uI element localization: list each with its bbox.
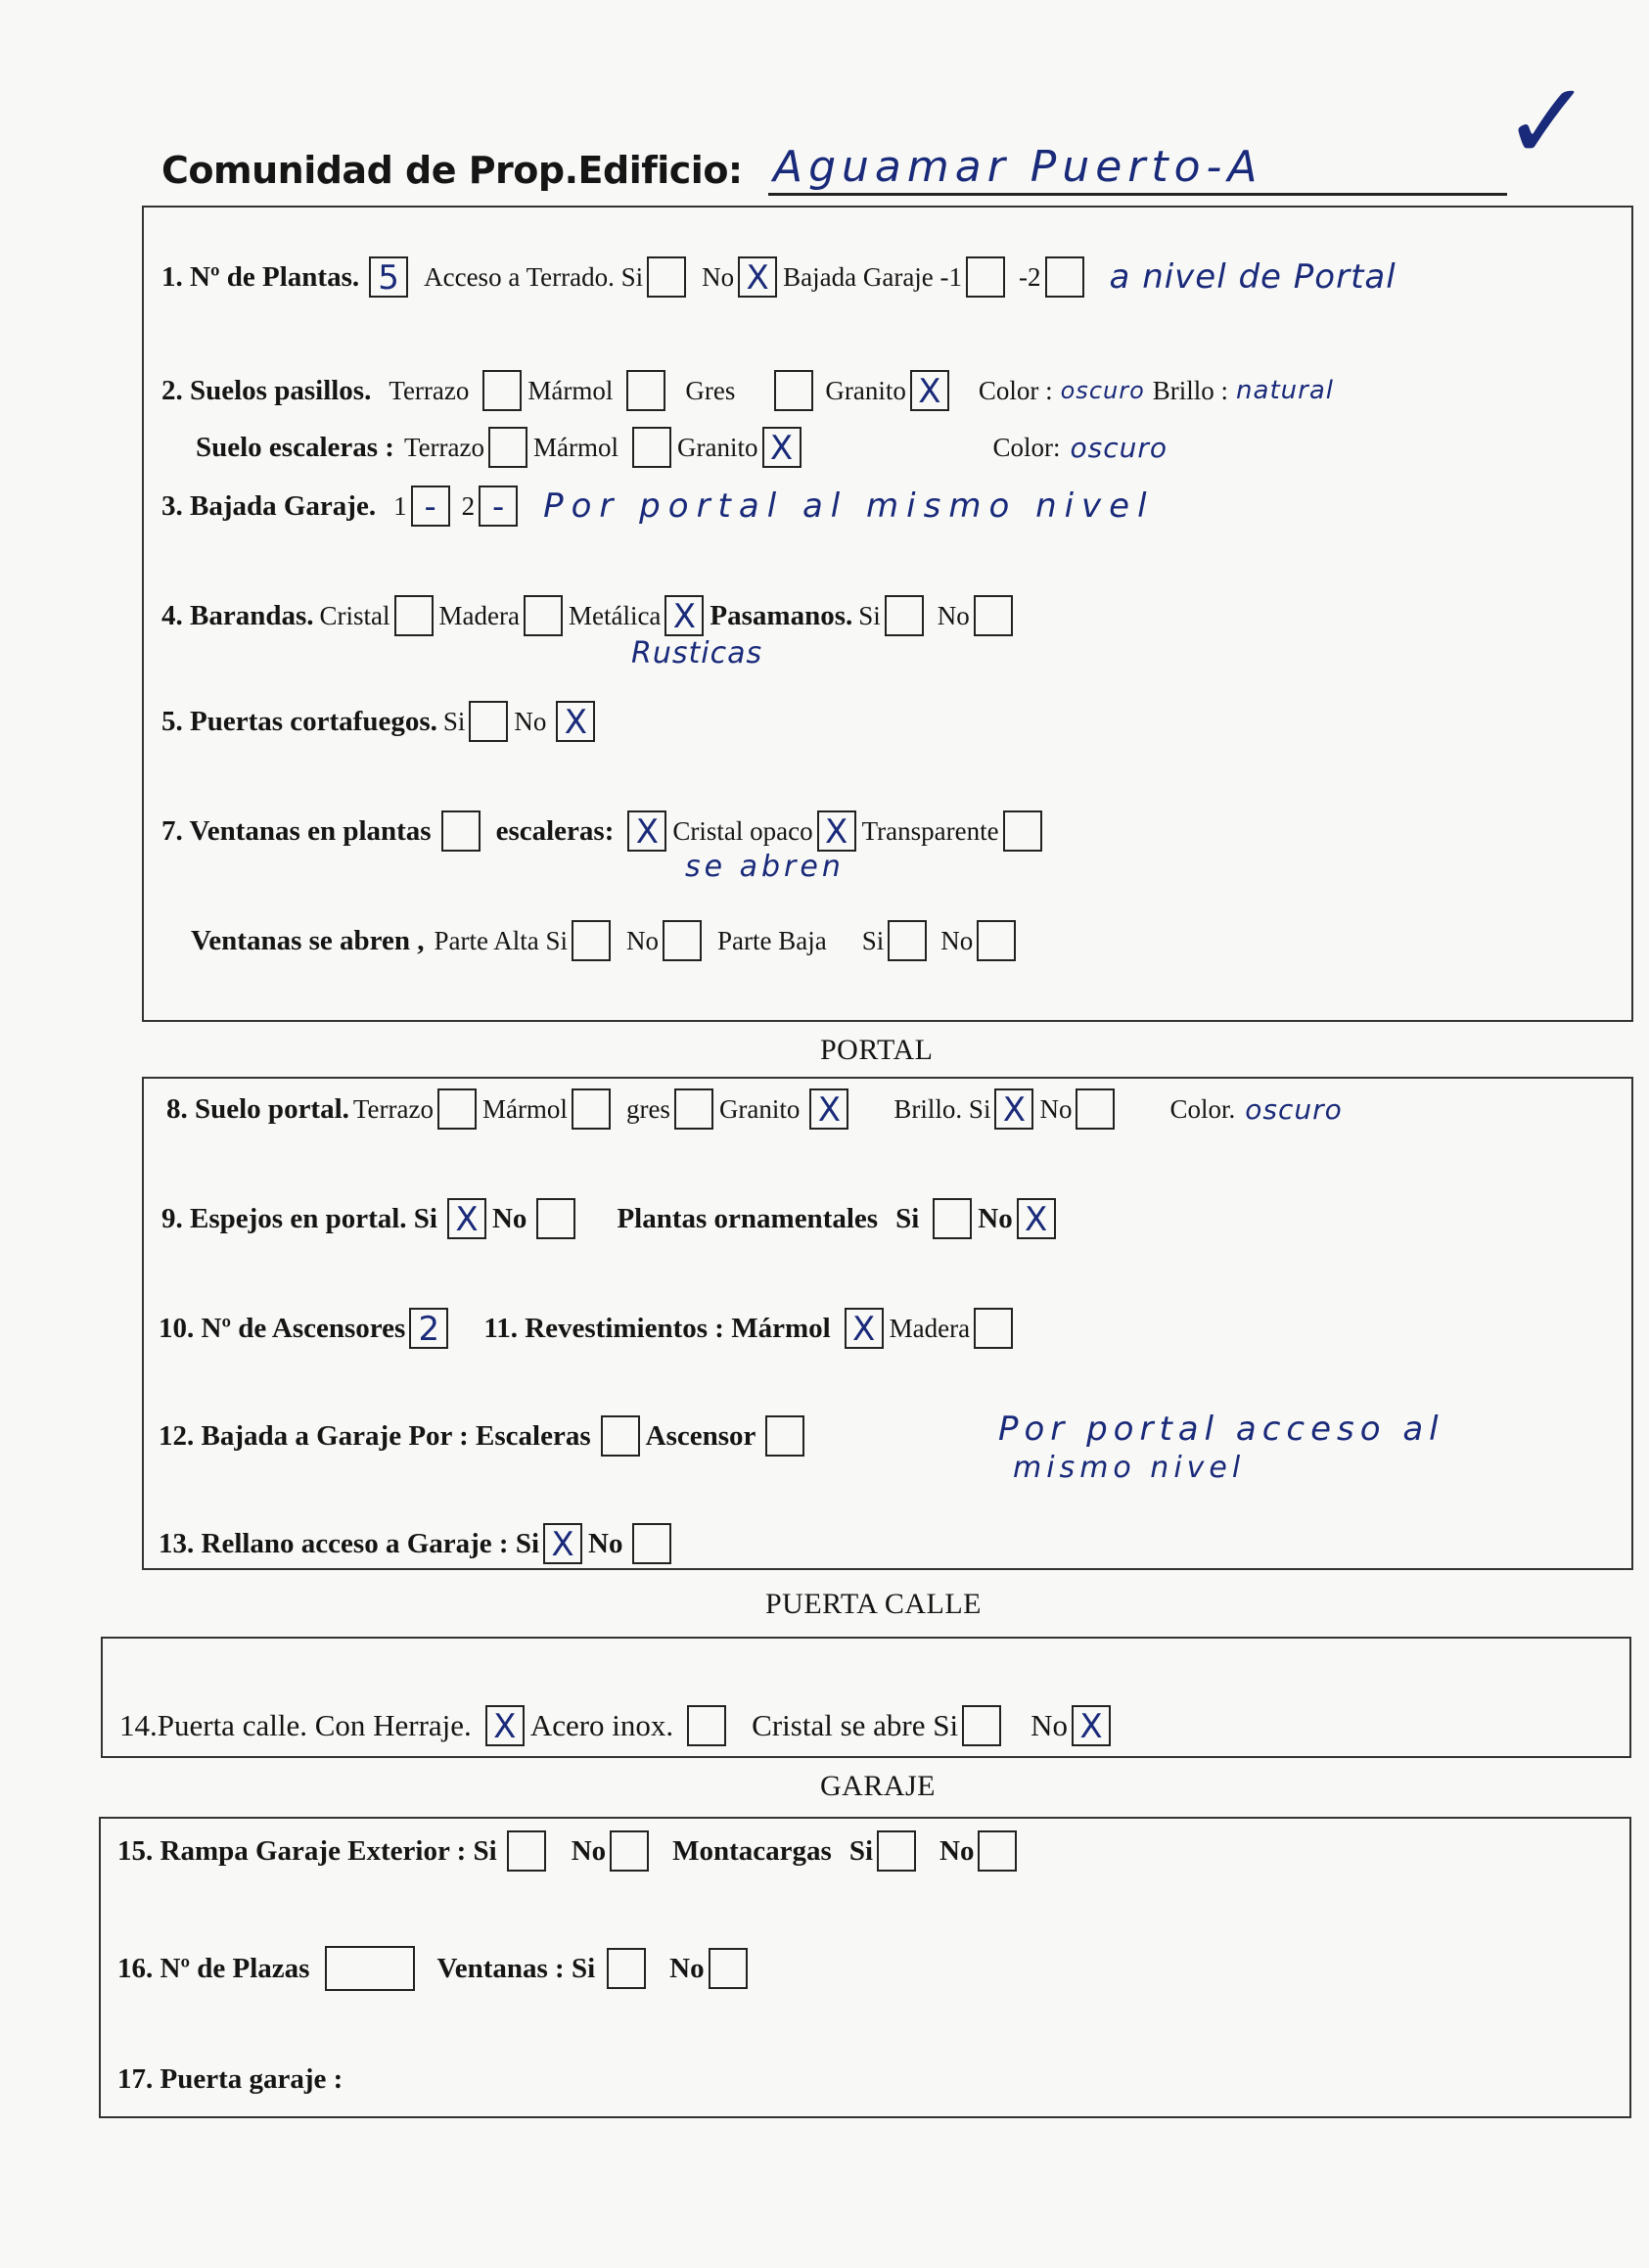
cortafuegos-no-label: No bbox=[514, 706, 547, 736]
edificio-underline bbox=[768, 193, 1507, 196]
parte-baja-no-label: No bbox=[940, 925, 974, 955]
portal-terrazo-label: Terrazo bbox=[352, 1093, 434, 1124]
bajada-ascensor-label: Ascensor bbox=[645, 1419, 756, 1452]
section-title-garaje: GARAJE bbox=[820, 1770, 937, 1802]
parte-alta-no-label: No bbox=[626, 925, 659, 955]
montacargas-si-label: Si bbox=[848, 1834, 874, 1867]
cristal-abre-label: Cristal se abre Si bbox=[752, 1708, 959, 1742]
rellano-no-checkbox[interactable] bbox=[632, 1523, 671, 1564]
pasillos-brillo-label: Brillo : bbox=[1152, 375, 1229, 405]
cortafuegos-si-label: Si bbox=[442, 706, 466, 736]
ventanas-escaleras-checkbox[interactable]: X bbox=[627, 810, 666, 852]
escaleras-granito-label: Granito bbox=[677, 432, 758, 462]
cortafuegos-no-checkbox[interactable]: X bbox=[556, 701, 595, 742]
bajada-garaje-m1-checkbox[interactable] bbox=[966, 256, 1005, 298]
portal-gres-label: gres bbox=[625, 1093, 670, 1124]
q13-label: 13. Rellano acceso a Garaje : Si bbox=[159, 1527, 540, 1559]
portal-granito-checkbox[interactable]: X bbox=[809, 1088, 848, 1130]
q11-label: 11. Revestimientos : Mármol bbox=[483, 1312, 831, 1344]
q1-label: 1. Nº de Plantas. bbox=[161, 260, 360, 293]
form-title: Comunidad de Prop.Edificio: bbox=[161, 149, 743, 192]
cristal-abre-no-checkbox[interactable]: X bbox=[1072, 1705, 1111, 1746]
espejos-no-checkbox[interactable] bbox=[536, 1198, 575, 1239]
ventanas-abren-label: Ventanas se abren , bbox=[191, 924, 425, 956]
parte-alta-si-checkbox[interactable] bbox=[572, 920, 611, 961]
q1-handwritten-note: a nivel de Portal bbox=[1109, 257, 1397, 297]
q15-row bbox=[117, 1830, 1023, 1872]
plantas-count-field[interactable]: 5 bbox=[369, 256, 408, 298]
bajada-1-label: 1 bbox=[393, 490, 407, 521]
transparente-checkbox[interactable] bbox=[1003, 810, 1042, 852]
portal-color-value[interactable]: oscuro bbox=[1245, 1092, 1343, 1126]
q7-handwritten-note: se abren bbox=[685, 850, 845, 884]
bajada-1-checkbox[interactable]: - bbox=[411, 486, 450, 527]
ventanas-plantas-checkbox[interactable] bbox=[441, 810, 481, 852]
q12-label: 12. Bajada a Garaje Por : Escaleras bbox=[159, 1419, 591, 1452]
plantas-ornamentales-label: Plantas ornamentales bbox=[617, 1202, 879, 1234]
pasillos-granito-checkbox[interactable]: X bbox=[910, 370, 949, 411]
espejos-si-checkbox[interactable]: X bbox=[447, 1198, 486, 1239]
bajada-ascensor-checkbox[interactable] bbox=[765, 1415, 804, 1457]
ascensores-count-field[interactable]: 2 bbox=[409, 1308, 448, 1349]
parte-baja-si-checkbox[interactable] bbox=[888, 920, 927, 961]
espejos-no-label: No bbox=[491, 1202, 527, 1234]
q12-handwritten-note-line1: Por portal acceso al bbox=[998, 1410, 1444, 1449]
cristal-abre-si-checkbox[interactable] bbox=[962, 1705, 1001, 1746]
q15-label: 15. Rampa Garaje Exterior : Si bbox=[117, 1834, 497, 1867]
parte-baja-no-checkbox[interactable] bbox=[977, 920, 1016, 961]
portal-brillo-no-label: No bbox=[1039, 1093, 1073, 1124]
barandas-cristal-label: Cristal bbox=[319, 600, 390, 630]
q5-row bbox=[161, 701, 601, 742]
parte-alta-label: Parte Alta Si bbox=[434, 925, 568, 955]
rellano-si-checkbox[interactable]: X bbox=[543, 1523, 582, 1564]
escaleras-color-label: Color: bbox=[992, 432, 1061, 462]
q13-row bbox=[159, 1523, 677, 1564]
herraje-checkbox[interactable]: X bbox=[485, 1705, 525, 1746]
pasamanos-label: Pasamanos. bbox=[710, 599, 853, 631]
q4-handwritten-note: Rusticas bbox=[631, 636, 763, 671]
q7-row bbox=[161, 810, 1048, 852]
q3-handwritten-note: Por portal al mismo nivel bbox=[543, 486, 1155, 526]
portal-brillo-label: Brillo. Si bbox=[893, 1093, 991, 1124]
q14-label: 14.Puerta calle. Con Herraje. bbox=[119, 1708, 472, 1742]
barandas-madera-checkbox[interactable] bbox=[524, 595, 563, 636]
parte-baja-label: Parte Baja bbox=[717, 925, 827, 955]
ventanas-abren-row bbox=[191, 920, 1022, 961]
revestimiento-marmol-checkbox[interactable]: X bbox=[845, 1308, 884, 1349]
q16-row bbox=[117, 1946, 754, 1991]
plazas-count-field[interactable] bbox=[325, 1946, 415, 1991]
suelo-escaleras-label: Suelo escaleras : bbox=[196, 431, 394, 463]
bajada-2-label: 2 bbox=[461, 490, 476, 521]
rampa-no-checkbox[interactable] bbox=[610, 1830, 649, 1872]
pasillos-color-label: Color : bbox=[978, 375, 1053, 405]
bajada-2-checkbox[interactable]: - bbox=[479, 486, 518, 527]
q12-handwritten-note-line2: mismo nivel bbox=[1013, 1451, 1246, 1485]
q2-escaleras-row bbox=[196, 427, 1168, 468]
revestimiento-madera-label: Madera bbox=[889, 1313, 971, 1343]
rellano-no-label: No bbox=[588, 1527, 623, 1559]
bajada-garaje-m2-label: -2 bbox=[1019, 261, 1041, 292]
plantas-si-checkbox[interactable] bbox=[933, 1198, 972, 1239]
q17-label: 17. Puerta garaje : bbox=[117, 2063, 344, 2095]
q14-row bbox=[119, 1705, 1117, 1746]
portal-brillo-si-checkbox[interactable]: X bbox=[994, 1088, 1033, 1130]
montacargas-label: Montacargas bbox=[672, 1834, 832, 1867]
q7-label: 7. Ventanas en plantas bbox=[161, 814, 432, 847]
transparente-label: Transparente bbox=[861, 815, 999, 846]
parte-alta-no-checkbox[interactable] bbox=[663, 920, 702, 961]
ventanas-garaje-label: Ventanas : Si bbox=[436, 1952, 596, 1984]
cristal-opaco-checkbox[interactable]: X bbox=[817, 810, 856, 852]
escaleras-label: escaleras: bbox=[495, 814, 615, 847]
q9-row bbox=[161, 1198, 1062, 1239]
bajada-garaje-label: Bajada Garaje -1 bbox=[783, 261, 963, 292]
q4-label: 4. Barandas. bbox=[161, 599, 314, 631]
escaleras-terrazo-label: Terrazo bbox=[403, 432, 485, 462]
portal-marmol-checkbox[interactable] bbox=[572, 1088, 611, 1130]
acceso-terrado-label: Acceso a Terrado. Si bbox=[424, 261, 644, 292]
montacargas-no-label: No bbox=[939, 1834, 975, 1867]
escaleras-color-value[interactable]: oscuro bbox=[1070, 431, 1168, 464]
barandas-metalica-checkbox[interactable]: X bbox=[664, 595, 704, 636]
pasillos-gres-checkbox[interactable] bbox=[774, 370, 813, 411]
q2-row bbox=[161, 370, 1334, 411]
review-check-icon: ✓ bbox=[1502, 59, 1593, 184]
parte-baja-si-label: Si bbox=[861, 925, 885, 955]
escaleras-marmol-checkbox[interactable] bbox=[632, 427, 671, 468]
pasillos-brillo-value[interactable]: natural bbox=[1236, 376, 1334, 405]
acceso-terrado-no-label: No bbox=[702, 261, 735, 292]
cristal-abre-no-label: No bbox=[1031, 1708, 1068, 1742]
portal-granito-label: Granito bbox=[718, 1093, 801, 1124]
section-title-portal: PORTAL bbox=[820, 1034, 934, 1066]
q8-row bbox=[166, 1088, 1343, 1130]
ventanas-garaje-no-label: No bbox=[669, 1952, 705, 1984]
portal-marmol-label: Mármol bbox=[481, 1093, 568, 1124]
escaleras-terrazo-checkbox[interactable] bbox=[488, 427, 527, 468]
pasillos-terrazo-label: Terrazo bbox=[389, 375, 470, 405]
pasillos-color-value[interactable]: oscuro bbox=[1060, 377, 1145, 404]
pasillos-terrazo-checkbox[interactable] bbox=[482, 370, 522, 411]
acero-inox-checkbox[interactable] bbox=[687, 1705, 726, 1746]
q10-q11-row bbox=[159, 1308, 1019, 1349]
acero-inox-label: Acero inox. bbox=[529, 1708, 674, 1742]
revestimiento-madera-checkbox[interactable] bbox=[974, 1308, 1013, 1349]
pasillos-granito-label: Granito bbox=[825, 375, 906, 405]
cristal-opaco-label: Cristal opaco bbox=[672, 815, 813, 846]
portal-gres-checkbox[interactable] bbox=[674, 1088, 713, 1130]
plantas-no-checkbox[interactable]: X bbox=[1017, 1198, 1056, 1239]
plantas-no-label: No bbox=[978, 1202, 1013, 1234]
montacargas-si-checkbox[interactable] bbox=[877, 1830, 916, 1872]
ventanas-garaje-no-checkbox[interactable] bbox=[709, 1948, 748, 1989]
q8-label: 8. Suelo portal. bbox=[166, 1092, 349, 1125]
q5-label: 5. Puertas cortafuegos. bbox=[161, 705, 437, 737]
edificio-name-value[interactable]: Aguamar Puerto-A bbox=[773, 142, 1263, 192]
q16-label: 16. Nº de Plazas bbox=[117, 1952, 310, 1984]
escaleras-granito-checkbox[interactable]: X bbox=[762, 427, 802, 468]
pasamanos-no-label: No bbox=[937, 600, 970, 630]
cortafuegos-si-checkbox[interactable] bbox=[469, 701, 508, 742]
rampa-si-checkbox[interactable] bbox=[507, 1830, 546, 1872]
bajada-escaleras-checkbox[interactable] bbox=[601, 1415, 640, 1457]
q3-row bbox=[161, 486, 1155, 527]
pasamanos-no-checkbox[interactable] bbox=[974, 595, 1013, 636]
pasillos-marmol-label: Mármol bbox=[527, 375, 614, 405]
portal-brillo-no-checkbox[interactable] bbox=[1076, 1088, 1115, 1130]
pasillos-gres-label: Gres bbox=[685, 375, 736, 405]
ventanas-garaje-si-checkbox[interactable] bbox=[607, 1948, 646, 1989]
portal-terrazo-checkbox[interactable] bbox=[437, 1088, 477, 1130]
rampa-no-label: No bbox=[571, 1834, 607, 1867]
q12-row bbox=[159, 1415, 810, 1457]
portal-color-label: Color. bbox=[1169, 1093, 1236, 1124]
pasamanos-si-checkbox[interactable] bbox=[885, 595, 924, 636]
section-title-puerta-calle: PUERTA CALLE bbox=[765, 1588, 982, 1620]
montacargas-no-checkbox[interactable] bbox=[978, 1830, 1017, 1872]
barandas-metalica-label: Metálica bbox=[568, 600, 662, 630]
bajada-garaje-m2-checkbox[interactable] bbox=[1045, 256, 1084, 298]
acceso-terrado-no-checkbox[interactable]: X bbox=[738, 256, 777, 298]
pasamanos-si-label: Si bbox=[858, 600, 881, 630]
q1-row bbox=[161, 256, 1397, 298]
pasillos-marmol-checkbox[interactable] bbox=[626, 370, 665, 411]
q9-label: 9. Espejos en portal. Si bbox=[161, 1202, 437, 1234]
barandas-madera-label: Madera bbox=[438, 600, 520, 630]
barandas-cristal-checkbox[interactable] bbox=[394, 595, 434, 636]
q4-row bbox=[161, 595, 1019, 636]
acceso-terrado-si-checkbox[interactable] bbox=[647, 256, 686, 298]
q17-row bbox=[117, 2063, 650, 2096]
q3-label: 3. Bajada Garaje. bbox=[161, 489, 377, 522]
q2-label: 2. Suelos pasillos. bbox=[161, 374, 372, 406]
plantas-si-label: Si bbox=[895, 1202, 920, 1234]
escaleras-marmol-label: Mármol bbox=[533, 432, 619, 462]
q10-label: 10. Nº de Ascensores bbox=[159, 1312, 406, 1344]
